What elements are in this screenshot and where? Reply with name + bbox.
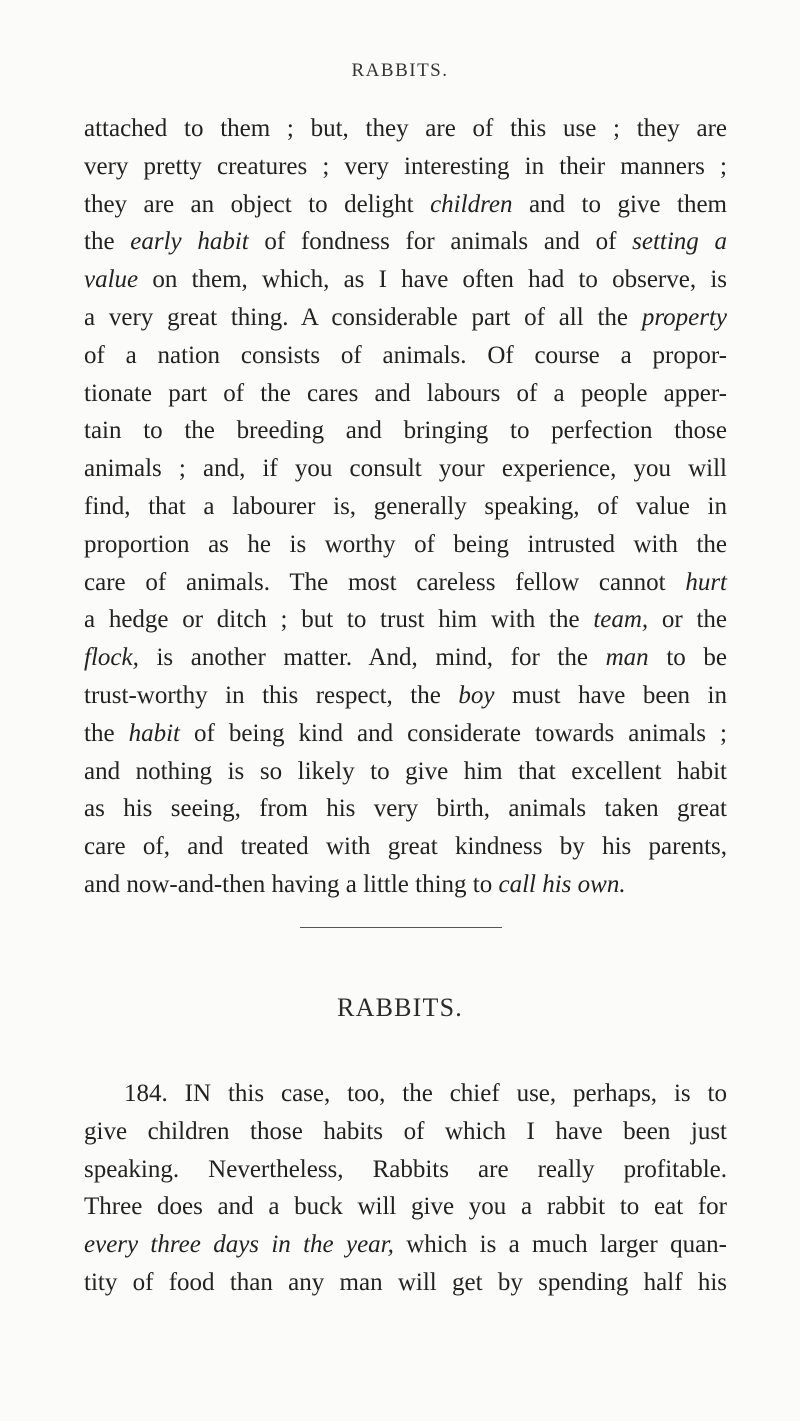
text-run: as his seeing, from his very birth, animals taken great: [84, 795, 727, 823]
text-line: [84, 790, 727, 828]
text-run: and now-and-then having a little thing to: [84, 870, 499, 898]
text-line: [84, 450, 727, 488]
text-line: [84, 1113, 727, 1151]
text-line: [84, 564, 727, 602]
text-line: [84, 412, 727, 450]
text-run: of a nation consists of animals. Of course a propor-: [84, 341, 727, 369]
text-line: [84, 299, 727, 337]
italic-text: man: [605, 644, 649, 672]
section-divider-rule: [300, 927, 502, 928]
text-run: which is a much larger quan-: [393, 1231, 727, 1259]
text-run: must have been in: [494, 681, 728, 709]
text-run: Three does and a buck will give you a rabbit to eat for: [84, 1193, 727, 1221]
text-run: tain to the breeding and bringing to perfection those: [84, 417, 727, 445]
text-run: very pretty creatures ; very interesting in their manners ;: [84, 152, 727, 180]
italic-text: team,: [593, 606, 649, 634]
text-line: [84, 828, 727, 866]
text-run: of fondness for animals and of: [248, 228, 633, 256]
text-run: and nothing is so likely to give him that excellent habit: [84, 757, 727, 785]
text-run: a very great thing. A considerable part of all the: [84, 303, 642, 331]
text-run: the: [84, 719, 129, 747]
text-run: 184. IN this case, too, the chief use, perhaps, is to: [124, 1080, 727, 1107]
section-heading: RABBITS.: [337, 993, 463, 1022]
italic-text: every three days in the year,: [84, 1231, 394, 1259]
text-line: [84, 677, 727, 715]
text-run: of being kind and considerate towards animals ;: [180, 719, 727, 747]
text-run: tionate part of the cares and labours of a people apper-: [84, 379, 727, 407]
text-run: the: [84, 228, 131, 256]
text-run: care of animals. The most careless fellow cannot: [84, 568, 686, 596]
text-run: to be: [648, 644, 727, 672]
text-run: speaking. Nevertheless, Rabbits are really profitable.: [84, 1155, 727, 1183]
text-line: [84, 753, 727, 791]
section-paragraph: [84, 1075, 727, 1302]
italic-text: early habit: [130, 228, 249, 256]
text-line: [84, 375, 727, 413]
text-line: [84, 1075, 727, 1113]
italic-text: boy: [458, 681, 495, 709]
text-line: [84, 601, 727, 639]
text-run: proportion as he is worthy of being intrusted with the: [84, 530, 727, 558]
italic-text: value: [84, 266, 139, 294]
text-run: they are an object to delight: [84, 190, 431, 218]
text-line: [84, 110, 727, 148]
text-line: [84, 148, 727, 186]
italic-text: setting a: [632, 228, 728, 256]
text-run: give children those habits of which I have been just: [84, 1117, 727, 1145]
text-run: and to give them: [512, 190, 728, 218]
text-line: [84, 715, 727, 753]
text-run: animals ; and, if you consult your experience, you will: [84, 455, 727, 483]
text-line: [84, 639, 727, 677]
italic-text: call his own.: [498, 870, 626, 898]
text-line: [84, 261, 727, 299]
text-line: [84, 223, 727, 261]
italic-text: habit: [128, 719, 180, 747]
text-run: care of, and treated with great kindness by his parents,: [84, 833, 727, 861]
italic-text: property: [641, 303, 727, 331]
italic-text: hurt: [685, 568, 727, 596]
text-line: [84, 1151, 727, 1189]
text-run: attached to them ; but, they are of this use ; they are: [84, 115, 727, 142]
text-line: [84, 1264, 727, 1302]
text-line: [84, 186, 727, 224]
text-run: a hedge or ditch ; but to trust him with the: [84, 606, 594, 634]
paragraph-body: [84, 110, 727, 904]
italic-text: flock,: [84, 644, 139, 672]
italic-text: children: [430, 190, 513, 218]
text-run: trust-worthy in this respect, the: [84, 681, 459, 709]
text-line: [84, 1226, 727, 1264]
running-head: RABBITS.: [351, 60, 449, 81]
text-run: is another matter. And, mind, for the: [138, 644, 606, 672]
text-line: [84, 866, 727, 904]
text-line: [84, 337, 727, 375]
text-run: or the: [648, 606, 728, 634]
text-run: find, that a labourer is, generally speaking, of value in: [84, 492, 727, 520]
text-line: [84, 488, 727, 526]
text-run: tity of food than any man will get by spending half his: [84, 1268, 727, 1296]
text-line: [84, 1188, 727, 1226]
text-line: [84, 526, 727, 564]
text-run: on them, which, as I have often had to observe, is: [138, 266, 727, 294]
